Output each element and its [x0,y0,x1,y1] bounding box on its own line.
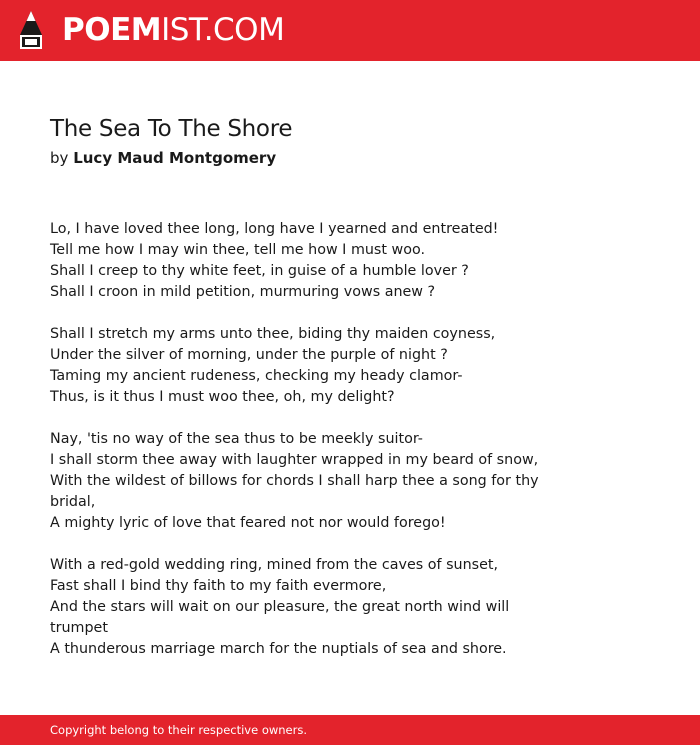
poem-line: Thus, is it thus I must woo thee, oh, my delight? [50,389,395,405]
poem-line: With a red-gold wedding ring, mined from the caves of sunset, [50,557,499,573]
copyright-notice: Copyright belong to their respective owners. [50,723,308,737]
stanza [50,429,560,534]
poem-line: And the stars will wait on our pleasure, the great north wind will trumpet [50,599,510,636]
stanza [50,219,560,303]
poem-line: Shall I stretch my arms unto thee, biding thy maiden coyness, [50,326,496,342]
poem-line: A mighty lyric of love that feared not nor would forego! [50,515,446,531]
poem-line: With the wildest of billows for chords I shall harp thee a song for thy bridal, [50,473,539,510]
poem-body [50,219,560,681]
by-label: by [50,149,69,167]
site-header [0,0,700,61]
poem-line: I shall storm thee away with laughter wrapped in my beard of snow, [50,452,539,468]
pencil-icon[interactable] [18,10,44,51]
poem-line: Taming my ancient rudeness, checking my heady clamor- [50,368,463,384]
byline [50,149,276,167]
poem-line: Lo, I have loved thee long, long have I yearned and entreated! [50,221,499,237]
stanza [50,555,560,660]
poem-line: Under the silver of morning, under the purple of night ? [50,347,448,363]
poem-line: Tell me how I may win thee, tell me how I must woo. [50,242,426,258]
stanza [50,324,560,408]
author-name[interactable]: Lucy Maud Montgomery [73,149,277,167]
poem-title: The Sea To The Shore [50,116,293,142]
brand-bold: POEM [62,12,162,48]
brand-light: IST.COM [161,12,285,48]
site-footer [0,715,700,745]
poem-line: Shall I croon in mild petition, murmuring vows anew ? [50,284,436,300]
poem-line: Nay, 'tis no way of the sea thus to be meekly suitor- [50,431,423,447]
poem-line: Shall I creep to thy white feet, in guise of a humble lover ? [50,263,469,279]
site-logo[interactable] [62,12,284,48]
poem-line: A thunderous marriage march for the nuptials of sea and shore. [50,641,507,657]
poem-line: Fast shall I bind thy faith to my faith evermore, [50,578,387,594]
